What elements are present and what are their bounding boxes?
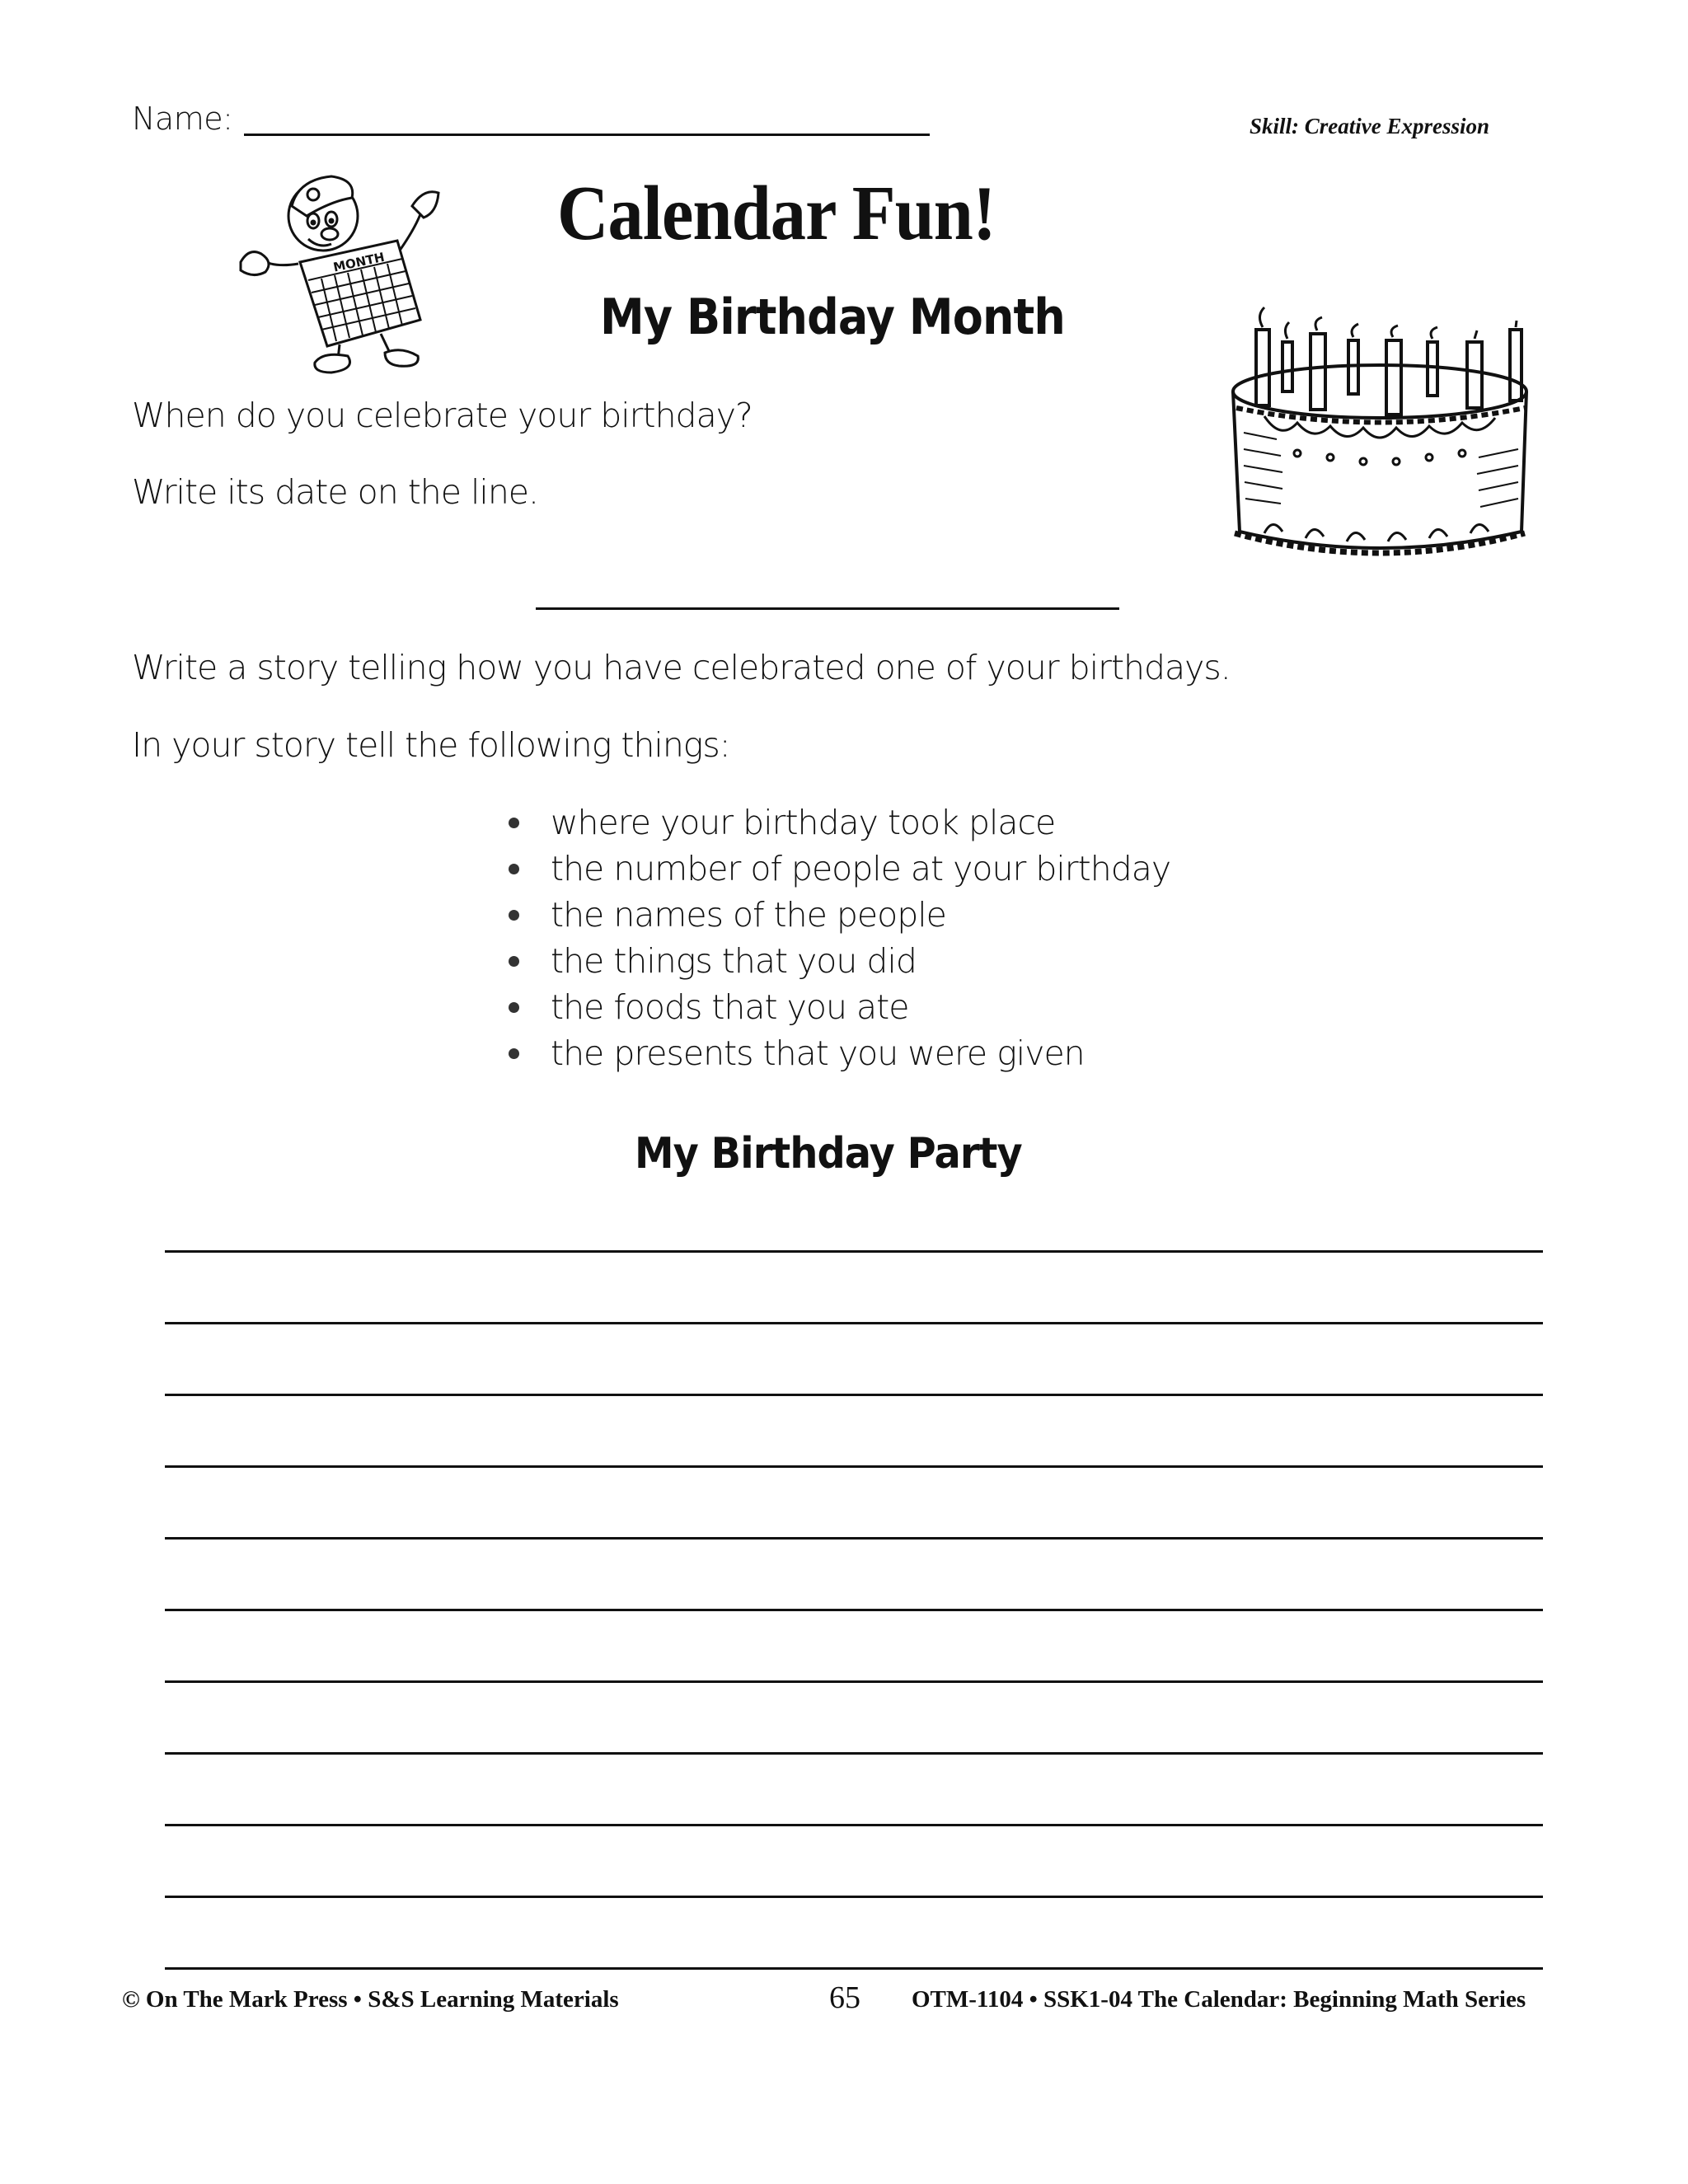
section-title: My Birthday Party bbox=[635, 1129, 1022, 1179]
writing-line[interactable] bbox=[165, 1250, 1543, 1253]
footer-series: OTM-1104 • SSK1-04 The Calendar: Beginning Math Series bbox=[912, 1986, 1526, 2013]
svg-text:MONTH: MONTH bbox=[331, 249, 387, 275]
writing-line[interactable] bbox=[165, 1465, 1543, 1468]
story-checklist bbox=[504, 799, 1170, 1076]
list-item-text: the presents that you were given bbox=[551, 1033, 1085, 1073]
list-item-text: the number of people at your birthday bbox=[551, 849, 1171, 888]
bullet-icon bbox=[509, 864, 519, 874]
footer-publisher: © On The Mark Press • S&S Learning Materials bbox=[122, 1986, 619, 2013]
skill-label: Skill: Creative Expression bbox=[1250, 114, 1490, 138]
date-instruction: Write its date on the line. bbox=[132, 472, 539, 512]
story-lead-in: In your story tell the following things: bbox=[132, 725, 730, 765]
list-item-text: the names of the people bbox=[551, 895, 946, 935]
bullet-icon bbox=[509, 1048, 519, 1059]
birthday-date-input-line[interactable] bbox=[536, 607, 1119, 610]
bullet-icon bbox=[509, 956, 519, 967]
writing-line[interactable] bbox=[165, 1537, 1543, 1540]
name-input-line[interactable] bbox=[244, 134, 930, 136]
list-item bbox=[504, 1030, 1170, 1076]
writing-line[interactable] bbox=[165, 1680, 1543, 1683]
list-item-text: the foods that you ate bbox=[551, 987, 909, 1027]
story-instruction: Write a story telling how you have celebrated one of your birthdays. bbox=[132, 648, 1231, 687]
writing-line[interactable] bbox=[165, 1967, 1543, 1970]
birthday-cake-icon bbox=[1207, 293, 1553, 573]
bullet-icon bbox=[509, 818, 519, 828]
writing-line[interactable] bbox=[165, 1752, 1543, 1755]
list-item bbox=[504, 892, 1170, 938]
writing-line[interactable] bbox=[165, 1322, 1543, 1324]
bullet-icon bbox=[509, 1002, 519, 1013]
list-item bbox=[504, 799, 1170, 846]
writing-line[interactable] bbox=[165, 1394, 1543, 1396]
bullet-icon bbox=[509, 910, 519, 921]
writing-line[interactable] bbox=[165, 1824, 1543, 1826]
page-subtitle: My Birthday Month bbox=[600, 288, 1065, 346]
calendar-mascot-icon bbox=[216, 165, 455, 379]
birthday-question: When do you celebrate your birthday? bbox=[132, 396, 753, 435]
list-item bbox=[504, 846, 1170, 892]
page-title: Calendar Fun! bbox=[557, 171, 996, 256]
list-item bbox=[504, 938, 1170, 984]
writing-line[interactable] bbox=[165, 1896, 1543, 1898]
list-item-text: the things that you did bbox=[551, 941, 917, 981]
writing-line[interactable] bbox=[165, 1609, 1543, 1611]
page-number: 65 bbox=[829, 1980, 860, 2015]
list-item bbox=[504, 984, 1170, 1030]
name-label: Name: bbox=[132, 101, 233, 137]
list-item-text: where your birthday took place bbox=[551, 803, 1056, 842]
